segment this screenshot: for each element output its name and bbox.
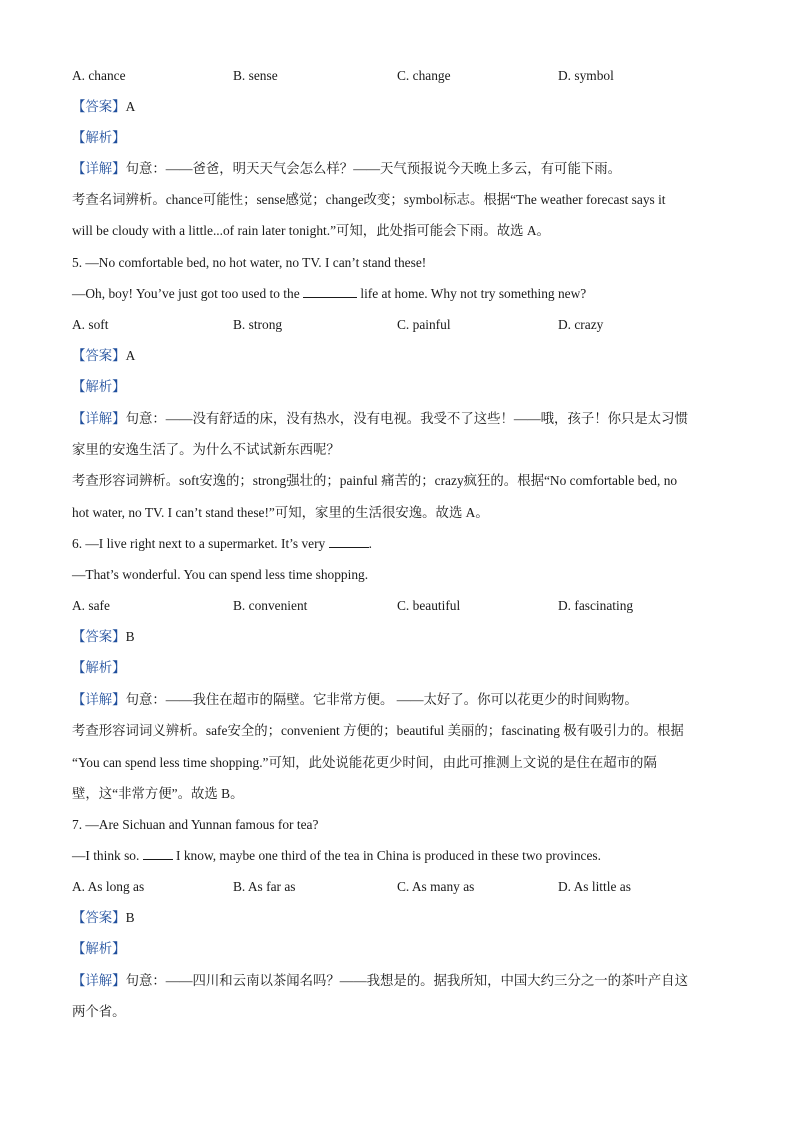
q4-detail-2: 考查名词辨析。chance可能性；sense感觉；change改变；symbol标志。根据“The weather forecast says it	[72, 192, 666, 207]
analysis-tag: 【解析】	[72, 130, 126, 145]
q6-detail-4: 壁，这“非常方便”。故选 B。	[72, 786, 244, 801]
analysis-tag: 【解析】	[72, 379, 126, 394]
q7-option-a: A. As long as	[72, 879, 145, 894]
q7-detail-1: 句意：——四川和云南以茶闻名吗？——我想是的。据我所知，中国大约三分之一的茶叶产自这	[125, 973, 688, 988]
q5-analysis-line	[72, 378, 722, 396]
q6-detail-1: 句意：——我住在超市的隔壁。它非常方便。 ——太好了。你可以花更少的时间购物。	[125, 692, 638, 707]
q6-option-c: C. beautiful	[397, 598, 461, 613]
q4-answer-line	[72, 98, 722, 116]
q6-answer-line	[72, 628, 722, 646]
q5-line-2	[72, 285, 722, 303]
answer-tag: 【答案】	[72, 910, 126, 925]
q5-option-a: A. soft	[72, 317, 109, 332]
q7-blank	[143, 847, 173, 860]
q6-analysis-line	[72, 659, 722, 677]
q7-line-2-pre: —I think so.	[72, 848, 140, 863]
q5-options	[72, 316, 722, 334]
q6-option-d: D. fascinating	[558, 598, 634, 613]
detail-tag: 【详解】	[72, 411, 126, 426]
q7-analysis-line	[72, 940, 722, 958]
q7-answer: B	[125, 910, 135, 925]
q6-blank	[329, 535, 369, 548]
q7-option-c: C. As many as	[397, 879, 475, 894]
detail-tag: 【详解】	[72, 692, 126, 707]
q5-line-2-post: life at home. Why not try something new?	[360, 286, 587, 301]
q6-line-1	[72, 535, 722, 553]
q7-option-d: D. As little as	[558, 879, 631, 894]
q5-detail-1: 句意：——没有舒适的床，没有热水，没有电视。我受不了这些！——哦，孩子！你只是太习惯	[125, 411, 688, 426]
q4-option-d: D. symbol	[558, 68, 614, 83]
q7-detail-line-1	[72, 972, 722, 990]
q7-line-2	[72, 847, 722, 865]
answer-tag: 【答案】	[72, 629, 126, 644]
q6-detail-3: “You can spend less time shopping.”可知，此处说能花更少时间，由此可推测上文说的是住在超市的隔	[72, 755, 657, 770]
detail-tag: 【详解】	[72, 973, 126, 988]
q5-option-c: C. painful	[397, 317, 451, 332]
answer-tag: 【答案】	[72, 348, 126, 363]
analysis-tag: 【解析】	[72, 660, 126, 675]
answer-tag: 【答案】	[72, 99, 126, 114]
q5-option-d: D. crazy	[558, 317, 604, 332]
q6-detail-2: 考查形容词词义辨析。safe安全的；convenient 方便的；beautiful 美丽的；fascinating 极有吸引力的。根据	[72, 723, 684, 738]
q7-options	[72, 878, 722, 896]
q5-detail-line-1	[72, 410, 722, 428]
q6-line-1-pre: 6. —I live right next to a supermarket. It’s very	[72, 536, 326, 551]
q4-analysis-line	[72, 129, 722, 147]
q5-line-1: 5. —No comfortable bed, no hot water, no TV. I can’t stand these!	[72, 255, 427, 270]
q7-line-2-post: I know, maybe one third of the tea in China is produced in these two provinces.	[176, 848, 601, 863]
q6-option-b: B. convenient	[233, 598, 308, 613]
q4-options	[72, 67, 722, 85]
q6-line-1-post: .	[368, 536, 372, 551]
analysis-tag: 【解析】	[72, 941, 126, 956]
q4-option-a: A. chance	[72, 68, 126, 83]
q4-answer: A	[125, 99, 136, 114]
q5-answer-line	[72, 347, 722, 365]
q6-line-2: —That’s wonderful. You can spend less time shopping.	[72, 567, 369, 582]
q6-option-a: A. safe	[72, 598, 110, 613]
q4-detail-line-1	[72, 160, 722, 178]
q4-option-c: C. change	[397, 68, 451, 83]
q4-option-b: B. sense	[233, 68, 278, 83]
q4-detail-1: 句意：——爸爸，明天天气会怎么样？——天气预报说今天晚上多云，有可能下雨。	[125, 161, 622, 176]
q5-option-b: B. strong	[233, 317, 283, 332]
q4-detail-3: will be cloudy with a little...of rain later tonight.”可知，此处指可能会下雨。故选 A。	[72, 223, 550, 238]
q7-option-b: B. As far as	[233, 879, 296, 894]
q6-options	[72, 597, 722, 615]
q7-detail-2: 两个省。	[72, 1004, 126, 1019]
q6-answer: B	[125, 629, 135, 644]
q5-detail-2: 家里的安逸生活了。为什么不试试新东西呢？	[72, 442, 340, 457]
q5-answer: A	[125, 348, 136, 363]
q7-answer-line	[72, 909, 722, 927]
q5-blank	[303, 285, 357, 298]
q7-line-1: 7. —Are Sichuan and Yunnan famous for tea?	[72, 817, 319, 832]
q5-line-2-pre: —Oh, boy! You’ve just got too used to the	[72, 286, 300, 301]
q6-detail-line-1	[72, 691, 722, 709]
q5-detail-4: hot water, no TV. I can’t stand these!”可知，家里的生活很安逸。故选 A。	[72, 505, 489, 520]
q5-detail-3: 考查形容词辨析。soft安逸的；strong强壮的；painful 痛苦的；crazy疯狂的。根据“No comfortable bed, no	[72, 473, 678, 488]
detail-tag: 【详解】	[72, 161, 126, 176]
